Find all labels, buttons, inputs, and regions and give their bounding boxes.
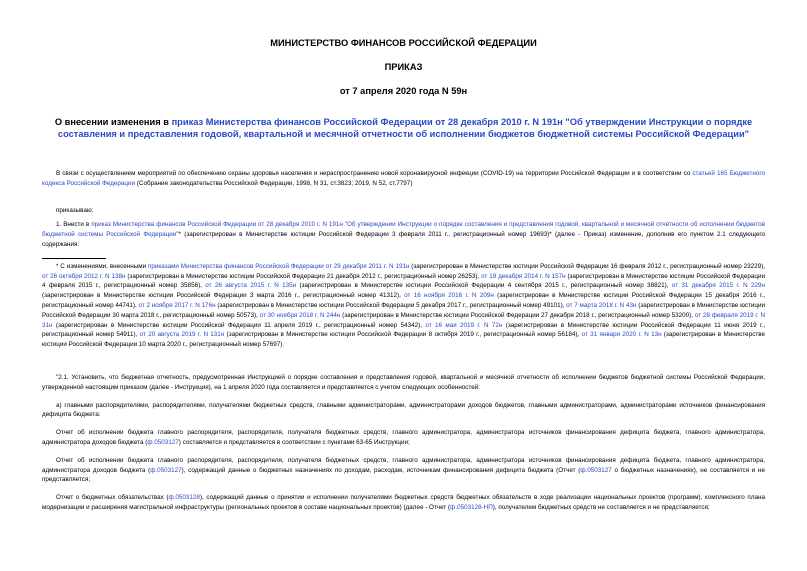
- ministry-heading: МИНИСТЕРСТВО ФИНАНСОВ РОССИЙСКОЙ ФЕДЕРАЦИИ: [270, 38, 537, 48]
- footnote-text: (зарегистрирован в Министерстве юстиции Российской Федерации 5 декабря 2017 г., регистрационный номер 49101),: [215, 301, 567, 309]
- amendment-link[interactable]: от 7 марта 2018 г. N 43н: [566, 301, 637, 309]
- footnote-text: (зарегистрирован в Министерстве юстиции Российской Федерации 10 марта 2020 г., регистрационный номер 57697).: [42, 331, 765, 349]
- title-prefix: О внесении изменения в: [54, 117, 172, 127]
- form-0503127-link[interactable]: ф.0503127: [580, 466, 612, 474]
- footnote-text: (зарегистрирован в Министерстве юстиции Российской Федерации 3 марта 2016 г., регистрационный номер 41312),: [42, 292, 405, 300]
- intro-text-2: (Собрание законодательства Российской Федерации, 1998, N 31, ст.3823; 2019, N 52, ст.7797): [135, 179, 413, 187]
- footnote-text: * С изменениями, внесенными: [56, 262, 148, 270]
- subclause-a-paragraph: а) главными распорядителями, распорядителями, получателями бюджетных средств, главными администраторами, администраторами доходов бюджетов, главными администраторами, администраторами источников финансирования дефицита бюджета:: [42, 401, 765, 419]
- report-3-text-3: ), получателем бюджетных средств не составляется и не представляется;: [492, 503, 710, 511]
- report-0503127-paragraph: [42, 428, 765, 448]
- footnote-text: (зарегистрирован в Министерстве юстиции Российской Федерации 21 декабря 2012 г., регистрационный номер 26253),: [125, 272, 482, 280]
- amendment-link[interactable]: от 31 декабря 2015 г. N 229н: [671, 282, 765, 290]
- report-1-text-1: Отчет об исполнении бюджета главного распорядителя, распорядителя, получателя бюджетных средств, главного администратора, администратора источников финансирования дефицита бюджета, главного администратора, администратора доходов бюджета (: [42, 429, 765, 446]
- report-0503127-assignments-paragraph: [42, 456, 765, 485]
- report-2-text-2: ), содержащий данные о бюджетных назначениях по доходам, расходам, источникам финансирования дефицита бюджета (Отчет (: [181, 466, 581, 474]
- intro-text-1: В связи с осуществлением мероприятий по обеспечению охраны здоровья населения и нераспространению новой коронавирусной инфекции (COVID-19) на территории Российской Федерации и в соответствии со: [56, 170, 693, 177]
- footnote-text: (зарегистрирован в Министерстве юстиции Российской Федерации 30 марта 2018 г., регистрационный номер 50573),: [42, 301, 765, 319]
- form-0503127-link[interactable]: ф.0503127: [147, 438, 179, 446]
- footnote-text: (зарегистрирован в Министерстве юстиции Российской Федерации 8 октября 2019 г., регистрационный номер 56184),: [224, 331, 582, 339]
- amendment-link[interactable]: от 30 ноября 2018 г. N 244н: [259, 311, 341, 319]
- amendment-link[interactable]: от 26 августа 2015 г. N 135н: [205, 282, 297, 290]
- footnote-text: (зарегистрирован в Министерстве юстиции Российской Федерации 4 сентября 2015 г., регистрационный номер 38821),: [296, 282, 672, 290]
- form-0503128-np-link[interactable]: ф.0503128-НП: [450, 503, 493, 511]
- footnote-text: (зарегистрирован в Министерстве юстиции Российской Федерации 11 апреля 2019 г., регистрационный номер 54342),: [52, 321, 426, 329]
- amendment-link[interactable]: от 19 декабря 2014 г. N 157н: [481, 272, 566, 280]
- report-0503128-paragraph: [42, 493, 765, 513]
- report-2-text-1: Отчет об исполнении бюджета главного распорядителя, распорядителя, получателя бюджетных средств, главного администратора, администратора источников финансирования дефицита бюджета, главного администратора, администратора доходов бюджета (: [42, 456, 765, 474]
- title-order-link[interactable]: приказ Министерства финансов Российской Федерации от 28 декабря 2010 г. N 191н "Об утверждении Инструкции о порядке составления и представления годовой, квартальной и месячной отчетности об исполнении бюджетов бюджетной системы Российской Федерации": [57, 117, 753, 139]
- report-3-text-1: Отчет о бюджетных обязательствах (: [56, 494, 169, 502]
- amendment-link[interactable]: от 16 ноября 2016 г. N 209н: [404, 292, 494, 300]
- document-type-heading: ПРИКАЗ: [384, 62, 423, 72]
- amendment-link[interactable]: приказами Министерства финансов Российской Федерации от 29 декабря 2011 г. N 191н: [147, 262, 410, 270]
- order-word: приказываю:: [56, 206, 94, 214]
- amendment-link[interactable]: от 20 августа 2019 г. N 131н: [139, 331, 225, 339]
- footnote-text: (зарегистрирован в Министерстве юстиции Российской Федерации 4 февраля 2015 г., регистрационный номер 35856),: [42, 272, 765, 290]
- clause-2-1-paragraph: "2.1. Установить, что бюджетная отчетность, предусмотренная Инструкцией о порядке составления и представления годовой, квартальной и месячной отчетности об исполнении бюджетов бюджетной системы Российской Федерации, утвержденной настоящим приказом (далее - Инструкция), на 1 апреля 2020 года составляется и представляется с учетом следующих особенностей:: [42, 373, 765, 391]
- footnote-paragraph: [42, 262, 765, 350]
- footnote-text: (зарегистрирован в Министерстве юстиции Российской Федерации 27 декабря 2018 г., регистрационный номер 53200),: [340, 311, 695, 319]
- document-title: [42, 116, 765, 140]
- footnote-text: (зарегистрирован в Министерстве юстиции Российской Федерации 16 февраля 2012 г., регистрационный номер 23229),: [409, 262, 765, 270]
- amendment-link[interactable]: от 26 октября 2012 г. N 138н: [42, 272, 126, 280]
- item-1-paragraph: [42, 220, 765, 249]
- intro-paragraph: [42, 169, 765, 189]
- report-2-text-3: о бюджетных назначениях), не составляется и не представляется;: [42, 466, 765, 484]
- footnote-text: (зарегистрирован в Министерстве юстиции Российской Федерации 15 декабря 2016 г., регистрационный номер 44741),: [42, 292, 765, 309]
- document-date-heading: от 7 апреля 2020 года N 59н: [339, 86, 468, 96]
- form-0503128-link[interactable]: ф.0503128: [168, 494, 200, 502]
- footnote-divider: [42, 258, 106, 259]
- amendment-link[interactable]: от 16 мая 2019 г. N 72н: [425, 321, 503, 329]
- form-0503127-link[interactable]: ф.0503127: [150, 466, 182, 474]
- footnote-text: (зарегистрирован в Министерстве юстиции Российской Федерации 11 июня 2019 г., регистрационный номер 54911),: [42, 321, 765, 339]
- report-1-text-2: ) составляется и представляется в соответствии с пунктами 63-65 Инструкции;: [178, 438, 410, 446]
- order-191n-link[interactable]: приказ Министерства финансов Российской Федерации от 28 декабря 2010 г. N 191н "Об утверждении Инструкции о порядке составления и представления годовой, квартальной и месячной отчетности об исполнении бюджетов бюджетной системы Российской Федерации": [42, 221, 766, 239]
- item-1-text-1: 1. Внести в: [56, 221, 92, 229]
- report-3-text-2: ), содержащий данные о принятии и исполнении получателями бюджетных средств бюджетных обязательств в ходе реализации национальных проектов (программ), комплексного плана модернизации и расширения магистральной инфраструктуры (региональных проектов в составе национальных проектов) (далее - Отчет (: [42, 494, 765, 511]
- amendment-link[interactable]: от 28 февраля 2019 г. N 31н: [42, 311, 766, 329]
- item-1-text-2: * (зарегистрирован в Министерстве юстиции Российской Федерации 3 февраля 2011 г., регистрационный номер 19693)* (далее - Приказ) изменение, дополнив его пунктом 2.1 следующего содержания:: [42, 231, 765, 248]
- amendment-link[interactable]: от 31 января 2020 г. N 13н: [581, 331, 662, 339]
- amendment-link[interactable]: от 2 ноября 2017 г. N 176н: [138, 301, 216, 309]
- budget-code-article-link[interactable]: статьей 165 Бюджетного кодекса Российской Федерации: [42, 170, 765, 187]
